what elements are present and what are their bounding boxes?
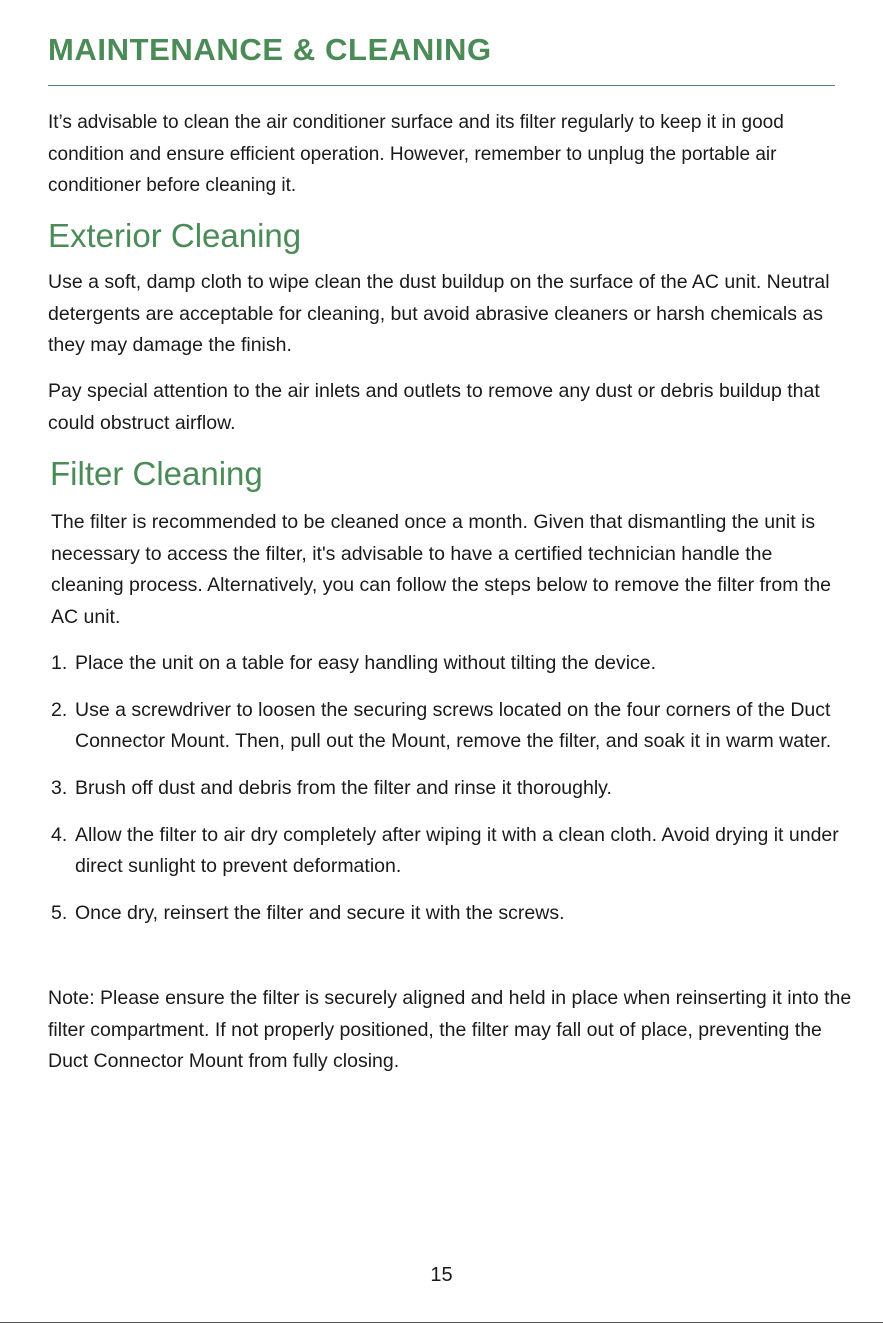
page-number: 15 — [430, 1264, 453, 1286]
step-text: Allow the filter to air dry completely after wiping it with a clean cloth. Avoid drying it under direct sunlight to prevent deformation. — [75, 824, 839, 877]
step-text: Use a screwdriver to loosen the securing screws located on the four corners of the Duct Connector Mount. Then, pull out the Mount, remove the filter, and soak it in warm water. — [75, 699, 832, 752]
intro-paragraph: It’s advisable to clean the air conditioner surface and its filter regularly to keep it in good condition and ensure efficient operation. However, remember to unplug the portable air conditioner before cleaning it. — [48, 112, 784, 197]
list-item — [51, 898, 851, 929]
step-text: Once dry, reinsert the filter and secure it with the screws. — [75, 902, 565, 924]
list-item — [51, 648, 851, 679]
bottom-border — [0, 1322, 883, 1323]
exterior-paragraph-1: Use a soft, damp cloth to wipe clean the dust buildup on the surface of the AC unit. Neutral detergents are acceptable for cleaning, but avoid abrasive cleaners or harsh chemicals as they may damage the finish. — [48, 271, 830, 357]
step-number: 3. — [51, 777, 68, 799]
filter-paragraph: The filter is recommended to be cleaned once a month. Given that dismantling the unit is necessary to access the filter, it's advisable to have a certified technician handle the cleaning process. Alternatively, you can follow the steps below to remove the filter from the AC unit. — [51, 511, 832, 628]
list-item — [51, 773, 851, 804]
step-number: 2. — [51, 699, 68, 721]
step-text: Brush off dust and debris from the filter and rinse it thoroughly. — [75, 777, 612, 799]
title-divider — [48, 85, 835, 86]
exterior-paragraph-2: Pay special attention to the air inlets and outlets to remove any dust or debris buildup that could obstruct airflow. — [48, 380, 820, 434]
page-title: MAINTENANCE & CLEANING — [48, 32, 492, 67]
filter-cleaning-heading: Filter Cleaning — [50, 455, 263, 492]
list-item — [51, 695, 851, 757]
step-number: 4. — [51, 824, 68, 846]
exterior-cleaning-heading: Exterior Cleaning — [48, 217, 302, 254]
note-paragraph: Note: Please ensure the filter is securely aligned and held in place when reinserting it into the filter compartment. If not properly positioned, the filter may fall out of place, preventing the Duct Connector Mount from fully closing. — [48, 987, 852, 1073]
step-text: Place the unit on a table for easy handling without tilting the device. — [75, 652, 657, 674]
filter-steps-list — [51, 648, 851, 945]
step-number: 1. — [51, 652, 68, 674]
list-item — [51, 820, 851, 882]
step-number: 5. — [51, 902, 68, 924]
